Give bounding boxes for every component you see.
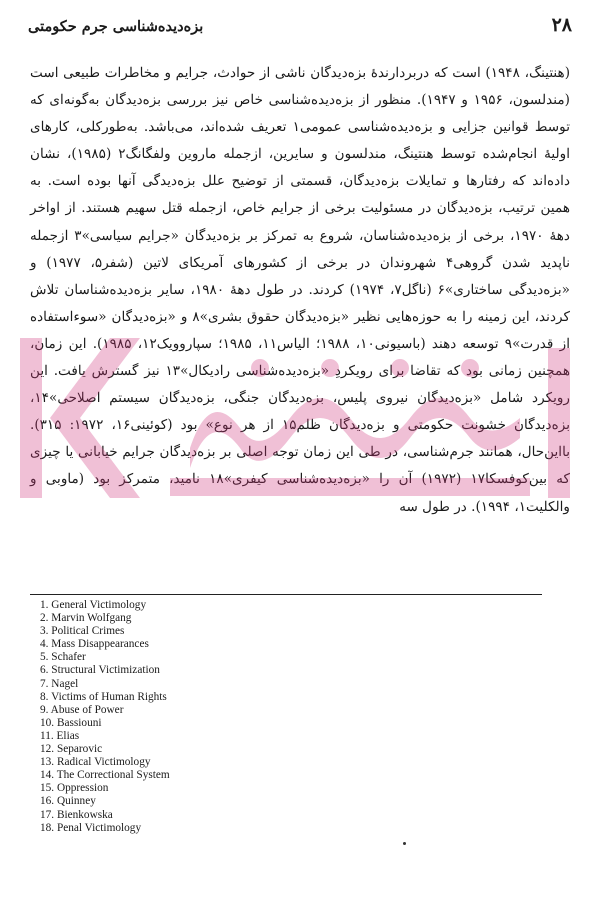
footnote-item: 17. Bienkowska: [40, 808, 113, 821]
footnote-item: 4. Mass Disappearances: [40, 638, 149, 651]
footnote-item: 9. Abuse of Power: [40, 703, 124, 716]
running-title: بزه‌دیده‌شناسی جرم حکومتی: [28, 18, 204, 35]
footnote-item: 8. Victims of Human Rights: [40, 690, 167, 703]
footnote-item: 5. Schafer: [40, 651, 86, 664]
footnotes-list: [40, 599, 170, 835]
footnote-item: 12. Separovic: [40, 743, 103, 756]
footnote-item: 7. Nagel: [40, 677, 79, 690]
footnote-item: 6. Structural Victimization: [40, 664, 160, 677]
page-dot: [403, 842, 406, 845]
footnote-item: 11. Elias: [40, 729, 80, 742]
body-paragraph: (هنتینگ، ۱۹۴۸) است که دربردارندهٔ بزه‌دیدگان ناشی از حوادث، جرایم و مخاطرات طبیعی است (مندلسون، ۱۹۵۶ و ۱۹۴۷). منظور از بزه‌دیده‌شناسی خاص نیز بررسی بزه‌دیدگان به‌گونه‌ای که توسط قوانین جزایی و بزه‌دیده‌شناسی عمومی۱ تعریف شده‌اند، می‌باشد. به‌طورکلی، کارهای اولیهٔ انجام‌شده توسط هنتینگ، مندلسون و سایرین، ازجمله ماروین ولفگانگ۲ (۱۹۸۵)، نشان داده‌اند که رفتارها و تمایلات بزه‌دیدگان، قسمتی از توضیح علل بزه‌دیدگی آنها بوده است. به همین ترتیب، بزه‌دیدگان در مسئولیت برخی از جرایم خاص، ازجمله قتل سهیم هستند. از اواخر دههٔ ۱۹۷۰، برخی از بزه‌دیده‌شناسان، شروع به تمرکز بر بزه‌دیدگان «جرایم سیاسی»۳ ازجمله ناپدید شدن گروهی۴ شهروندان در برخی از کشورهای آمریکای لاتین (شفر۵، ۱۹۷۷) و «بزه‌دیدگی ساختاری»۶ (ناگل۷، ۱۹۷۴) کردند. در طول دههٔ ۱۹۸۰، سایر بزه‌دیده‌شناسان تلاش کردند، این زمینه را به حوزه‌هایی نظیر «بزه‌دیدگان حقوق بشری»۸ و «بزه‌دیدگان «سوءاستفاده از قدرت»۹ توسعه دهند (باسیونی۱۰، ۱۹۸۸؛ الیاس۱۱، ۱۹۸۵؛ سپاروویک۱۲، ۱۹۸۵). این زمان، همچنین زمانی بود که تقاضا برای رویکردِ «بزه‌دیده‌شناسی رادیکال»۱۳ نیز گسترش یافت. این رویکرد شامل «بزه‌دیدگان نیروی پلیس، بزه‌دیدگان جنگی، بزه‌دیدگان سیستم اصلاحی»۱۴، بزه‌دیدگان خشونت حکومتی و بزه‌دیدگان ظلم۱۵ از هر نوع» بود (کوئینی۱۶، ۱۹۷۲: ۳۱۵). بااین‌حال، همانند جرم‌شناسی، در طی این زمان توجه اصلی بر بزه‌دیدگان جرایم خیابانی یا چیزی که بین‌کوفسکا۱۷ (۱۹۷۲) آن را «بزه‌دیده‌شناسی کیفری»۱۸ نامید، متمرکز بود (ماوبی و والکلیت۱، ۱۹۹۴). در طول سه: [30, 65, 571, 515]
footnote-item: 1. General Victimology: [40, 599, 147, 611]
footnote-item: 10. Bassiouni: [40, 716, 102, 729]
footnote-item: 14. The Correctional System: [40, 769, 170, 782]
main-text: [30, 60, 570, 521]
footnote-item: 16. Quinney: [40, 795, 96, 808]
footnote-item: 13. Radical Victimology: [40, 756, 151, 769]
footnote-item: 18. Penal Victimology: [40, 821, 142, 834]
page-number: ۲۸: [551, 14, 572, 36]
footnote-separator: [30, 594, 542, 595]
footnote-item: 2. Marvin Wolfgang: [40, 612, 132, 625]
footnote-item: 15. Oppression: [40, 782, 109, 795]
footnote-item: 3. Political Crimes: [40, 625, 125, 638]
page-header: [28, 14, 572, 44]
